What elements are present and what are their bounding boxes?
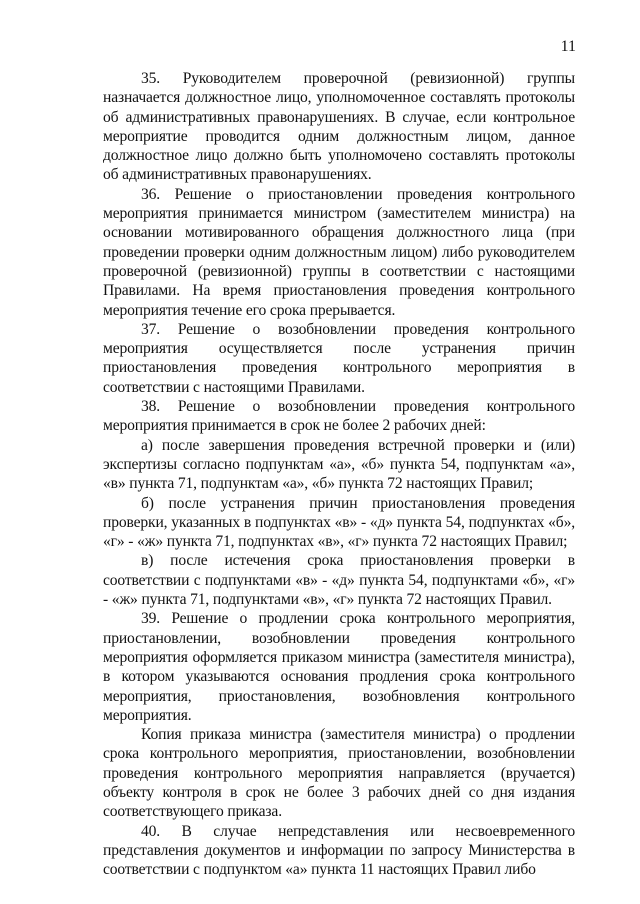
paragraph-39-copy: Копия приказа министра (заместителя министра) о продлении срока контрольного мероприятия, приостановлении, возобновлении проведения контрольного мероприятия направляется (вручается) объекту контроля в срок не более 3 рабочих дней со дня издания соответствующего приказа.	[103, 726, 575, 821]
paragraph-35: 35. Руководителем проверочной (ревизионной) группы назначается должностное лицо, уполномоченное составлять протоколы об административных правонарушениях. В случае, если контрольное мероприятие проводится одним должностным лицом, данное должностное лицо должно быть уполномочено составлять протоколы об административных правонарушениях.	[103, 70, 575, 184]
paragraph-38: 38. Решение о возобновлении проведения контрольного мероприятия принимается в срок не более 2 рабочих дней:	[103, 398, 575, 435]
subparagraph-38-v: в) после истечения срока приостановления проверки в соответствии с подпунктами «в» - «д» пункта 54, подпунктами «б», «г» - «ж» пункта 71, подпунктами «в», «г» пункта 72 настоящих Правил.	[103, 552, 575, 609]
subparagraph-38-b: б) после устранения причин приостановления проведения проверки, указанных в подпунктах «в» - «д» пункта 54, подпунктах «б», «г» - «ж» пункта 71, подпунктах «в», «г» пункта 72 настоящих Правил;	[103, 494, 575, 551]
paragraph-40: 40. В случае непредставления или несвоевременного представления документов и информации по запросу Министерства в соответствии с подпунктом «а» пункта 11 настоящих Правил либо	[103, 822, 575, 879]
page-number: 11	[560, 38, 576, 55]
paragraph-39: 39. Решение о продлении срока контрольного мероприятия, приостановлении, возобновлении проведения контрольного мероприятия оформляется приказом министра (заместителя министра), в котором указываются основания продления срока контрольного мероприятия, приостановления, возобновления контрольного мероприятия.	[103, 610, 575, 724]
paragraph-36: 36. Решение о приостановлении проведения контрольного мероприятия принимается министром (заместителем министра) на основании мотивированного обращения должностного лица (при проведении проверки одним должностным лицом) либо руководителем проверочной (ревизионной) группы в соответствии с настоящими Правилами. На время приостановления проведения контрольного мероприятия течение его срока прерывается.	[103, 185, 575, 319]
subparagraph-38-a: а) после завершения проведения встречной проверки и (или) экспертизы согласно подпунктам «а», «б» пункта 54, подпунктам «а», «в» пункта 71, подпунктам «а», «б» пункта 72 настоящих Правил;	[103, 436, 575, 493]
document-body	[103, 69, 575, 879]
paragraph-37: 37. Решение о возобновлении проведения контрольного мероприятия осуществляется после устранения причин приостановления проведения контрольного мероприятия в соответствии с настоящими Правилами.	[103, 320, 575, 396]
